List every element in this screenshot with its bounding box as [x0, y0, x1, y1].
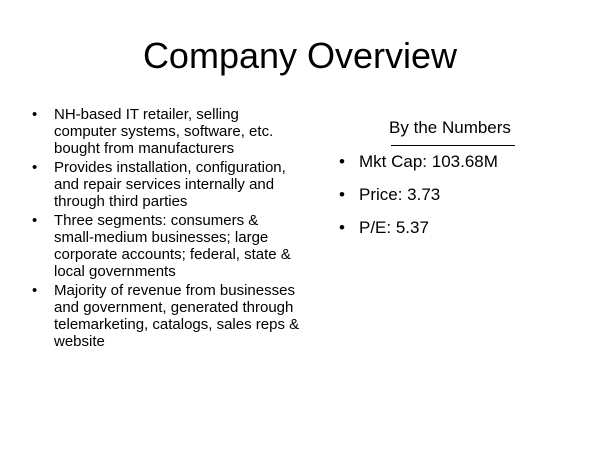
bullet-text: Majority of revenue from businesses and government, generated through telemarketing, catalogs, sales reps & website [54, 282, 300, 350]
heading-divider [391, 145, 515, 146]
bullet-icon: • [339, 152, 345, 171]
numbers-bullet-list [335, 152, 575, 251]
overview-bullet-item [30, 212, 300, 280]
slide-title: Company Overview [142, 35, 458, 76]
bullet-text: Provides installation, configuration, and repair services internally and through third parties [54, 159, 286, 210]
bullet-icon: • [32, 282, 38, 299]
price-text: Price: 3.73 [359, 185, 441, 204]
overview-bullet-list [30, 106, 300, 352]
bullet-text: Three segments: consumers & small-medium businesses; large corporate accounts; federal, state & local governments [54, 212, 291, 280]
bullet-icon: • [32, 106, 38, 123]
numbers-bullet-item [335, 185, 575, 205]
bullet-icon: • [339, 185, 345, 204]
numbers-heading: By the Numbers [389, 118, 511, 137]
pe-ratio-text: P/E: 5.37 [359, 218, 429, 237]
bullet-text: NH-based IT retailer, selling computer systems, software, etc. bought from manufacturers [54, 106, 274, 157]
market-cap-text: Mkt Cap: 103.68M [359, 152, 498, 171]
numbers-bullet-item [335, 152, 575, 172]
overview-bullet-item [30, 106, 300, 157]
bullet-icon: • [32, 212, 38, 229]
bullet-icon: • [339, 218, 345, 237]
numbers-bullet-item [335, 218, 575, 238]
overview-bullet-item [30, 282, 300, 350]
overview-bullet-item [30, 159, 300, 210]
bullet-icon: • [32, 159, 38, 176]
